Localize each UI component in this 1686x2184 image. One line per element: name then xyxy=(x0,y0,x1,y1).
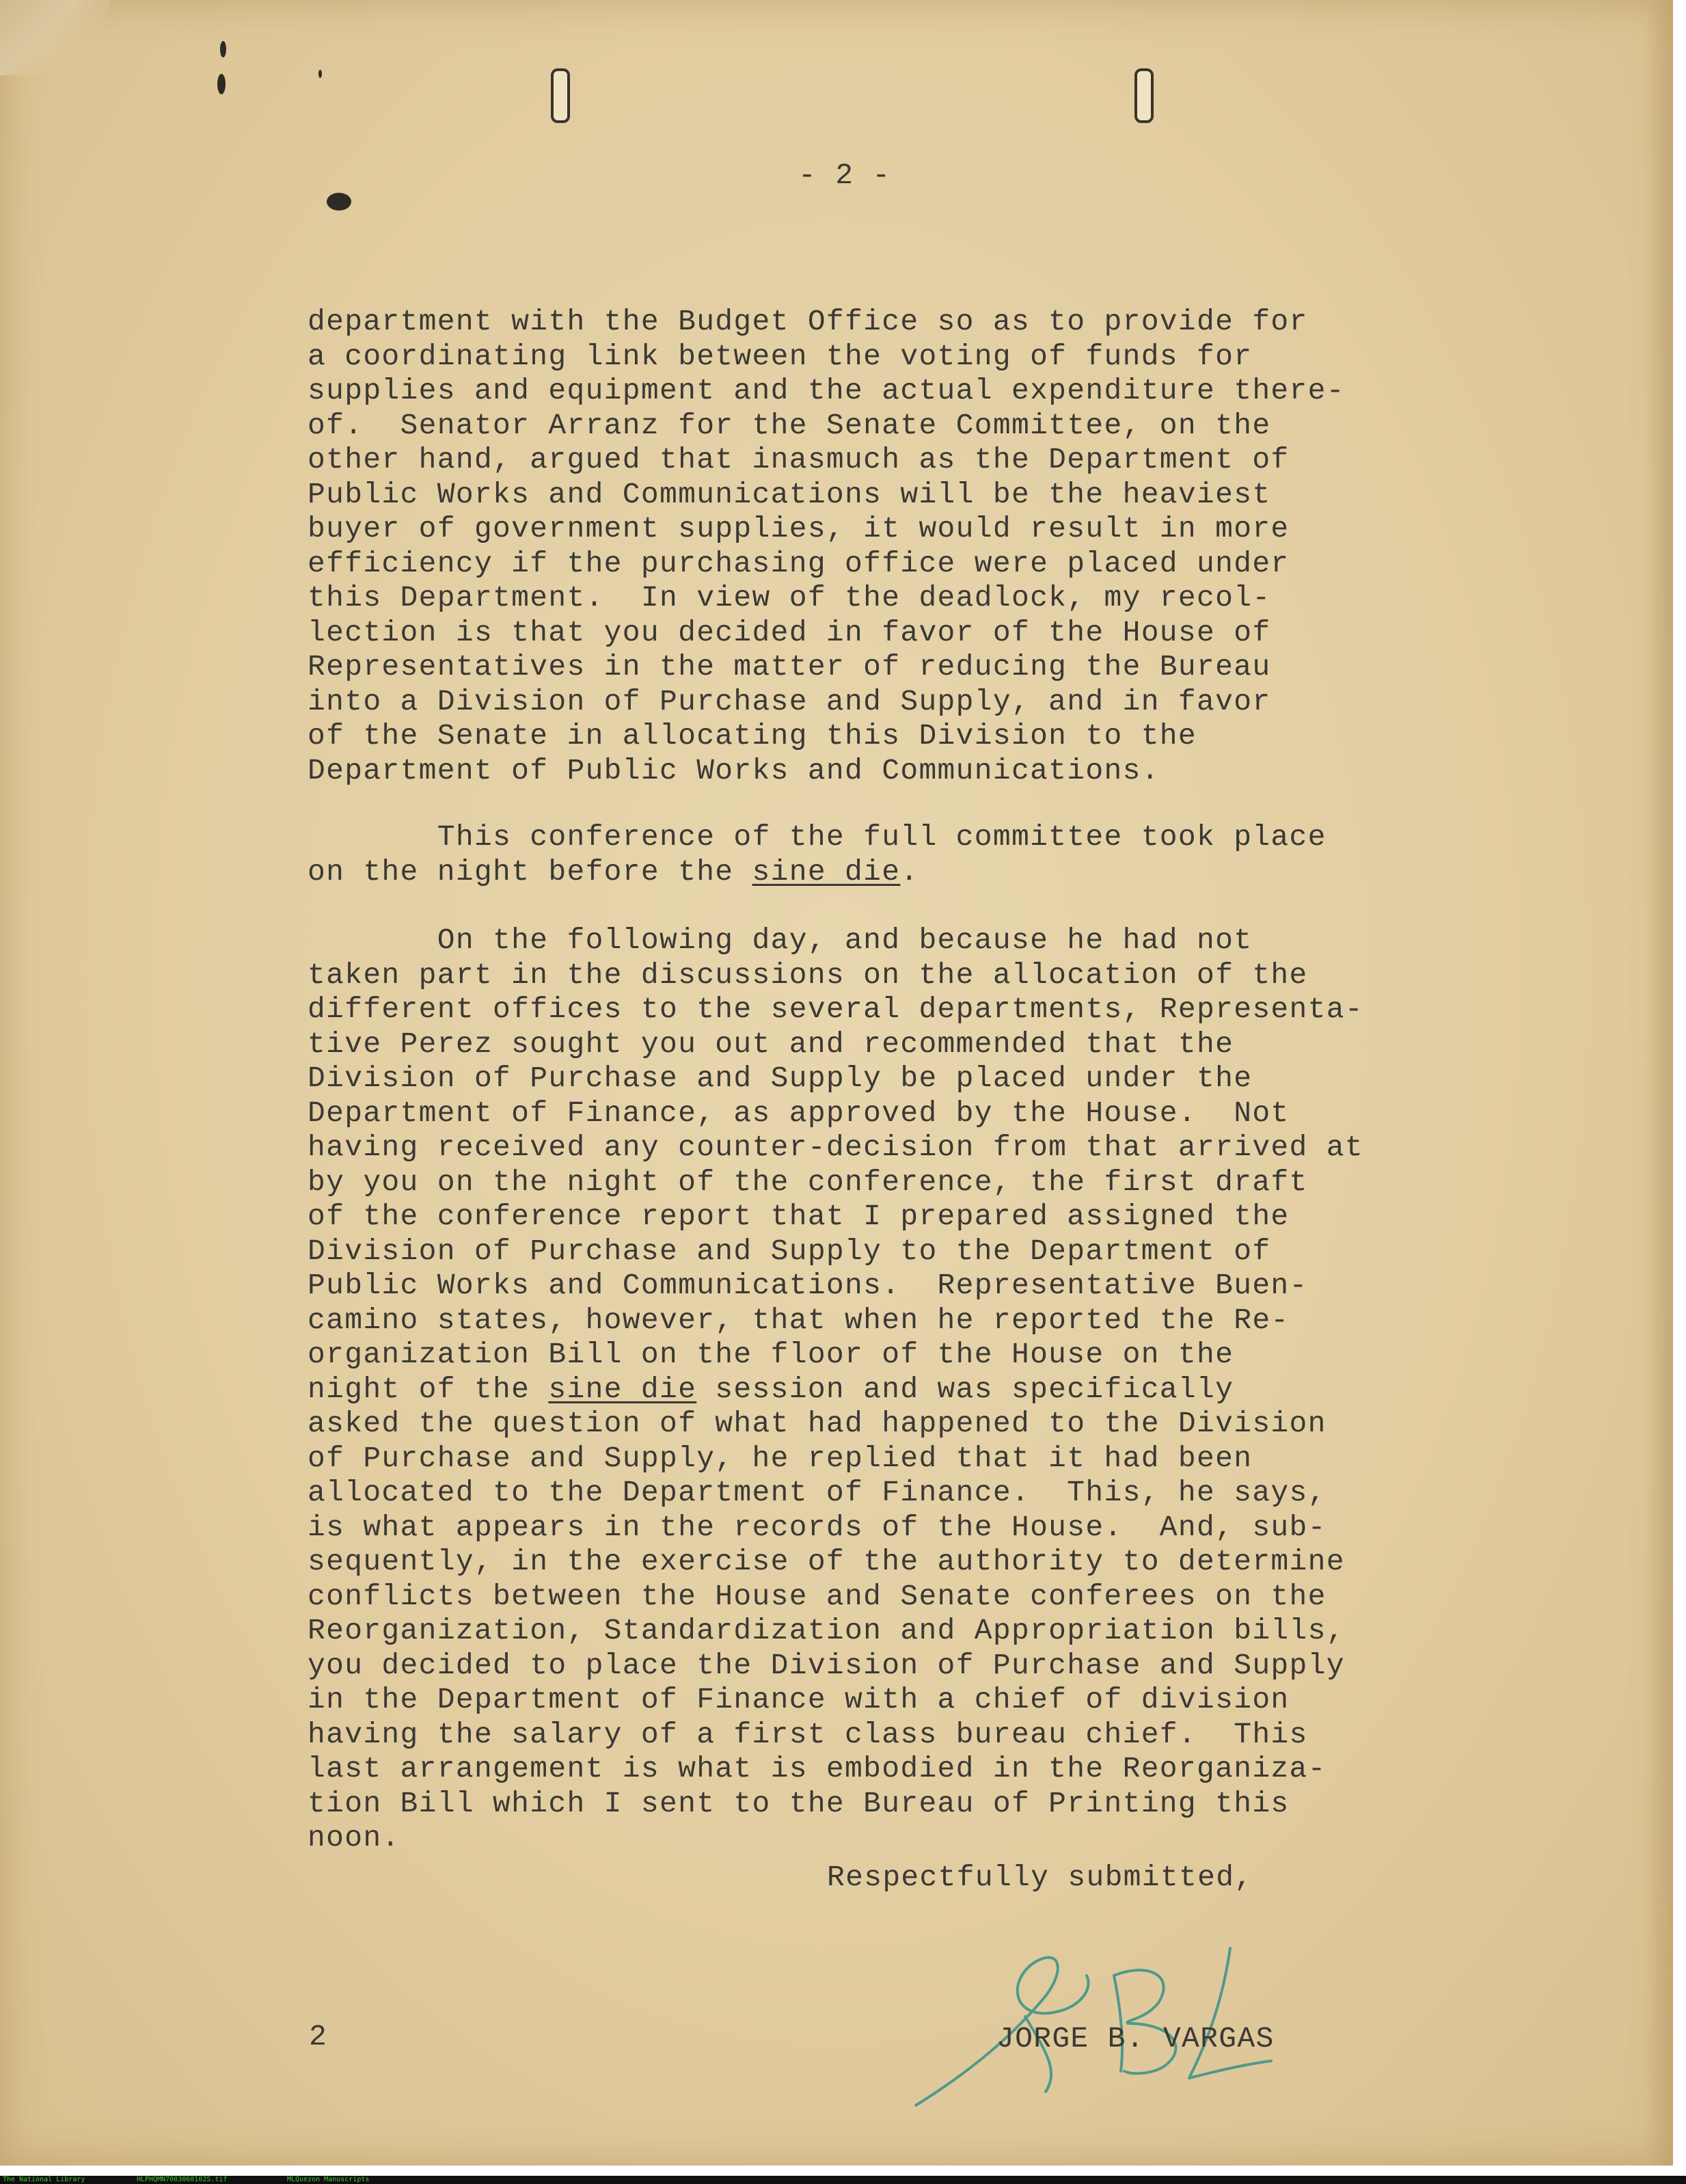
text-line xyxy=(308,855,1327,890)
text-line xyxy=(308,1131,1363,1165)
text-line xyxy=(308,958,1363,993)
text-line xyxy=(308,1269,1363,1304)
text-line xyxy=(308,1338,1363,1373)
text-segment: is what appears in the records of the House. And, sub- xyxy=(308,1510,1327,1544)
text-segment: in the Department of Finance with a chief of division xyxy=(308,1683,1290,1716)
text-segment: lection is that you decided in favor of the House of xyxy=(308,615,1271,649)
text-line xyxy=(308,1235,1363,1269)
text-segment: you decided to place the Division of Purchase and Supply xyxy=(308,1648,1345,1682)
text-line xyxy=(308,820,1327,855)
text-segment: asked the question of what had happened to the Division xyxy=(308,1407,1327,1440)
footer-collection: MLQuezon Manuscripts xyxy=(287,2176,370,2183)
text-line xyxy=(308,1545,1363,1580)
text-line xyxy=(308,924,1363,958)
footer-library: The National Library xyxy=(3,2176,85,2183)
text-segment: buyer of government supplies, it would result in more xyxy=(308,512,1290,545)
text-line xyxy=(308,754,1345,789)
text-line xyxy=(308,1649,1363,1684)
ink-speck xyxy=(318,70,322,78)
text-segment: different offices to the several departments, Representa- xyxy=(308,993,1363,1026)
signer-name: JORGE B. VARGAS xyxy=(996,2022,1275,2055)
text-line xyxy=(308,1200,1363,1235)
text-segment: taken part in the discussions on the allocation of the xyxy=(308,958,1308,992)
text-line xyxy=(308,1821,1363,1856)
text-segment: by you on the night of the conference, the first draft xyxy=(308,1165,1308,1199)
text-segment: having received any counter-decision from that arrived at xyxy=(308,1131,1363,1164)
text-line xyxy=(308,1027,1363,1062)
text-segment: Public Works and Communications will be the heaviest xyxy=(308,477,1271,511)
text-segment: Division of Purchase and Supply to the Department of xyxy=(308,1234,1271,1268)
text-line xyxy=(308,1407,1363,1442)
text-segment: of Purchase and Supply, he replied that it had been xyxy=(308,1441,1253,1475)
body-paragraph xyxy=(308,820,1327,889)
text-line xyxy=(308,1373,1363,1407)
text-line xyxy=(308,1614,1363,1649)
text-segment: Department of Finance, as approved by the House. Not xyxy=(308,1096,1290,1130)
text-segment: having the salary of a first class bureau chief. This xyxy=(308,1717,1308,1751)
text-segment: Public Works and Communications. Representative Buen- xyxy=(308,1269,1308,1302)
text-segment: session and was specifically xyxy=(696,1372,1234,1406)
text-segment: tive Perez sought you out and recommended that the xyxy=(308,1027,1234,1061)
text-line xyxy=(308,305,1345,340)
text-segment: department with the Budget Office so as to provide for xyxy=(308,305,1308,338)
text-line xyxy=(308,1752,1363,1787)
text-segment: into a Division of Purchase and Supply, and in favor xyxy=(308,684,1271,718)
text-segment: of. Senator Arranz for the Senate Committee, on the xyxy=(308,408,1271,442)
underlined-phrase: sine die xyxy=(752,854,901,889)
page-number: 2 xyxy=(309,2020,328,2053)
text-line xyxy=(308,409,1345,444)
text-segment: this Department. In view of the deadlock, my recol- xyxy=(308,581,1271,615)
text-line xyxy=(308,1683,1363,1718)
text-segment: allocated to the Department of Finance. This, he says, xyxy=(308,1476,1327,1509)
text-segment: supplies and equipment and the actual expenditure there- xyxy=(308,374,1345,407)
ink-speck xyxy=(220,41,226,57)
text-segment: tion Bill which I sent to the Bureau of Printing this xyxy=(308,1786,1290,1820)
underlined-phrase: sine die xyxy=(548,1372,697,1406)
ink-speck xyxy=(217,74,226,94)
text-line xyxy=(308,478,1345,513)
text-segment: Reorganization, Standardization and Appropriation bills, xyxy=(308,1614,1345,1647)
text-line xyxy=(308,650,1345,685)
text-line xyxy=(308,512,1345,547)
text-segment: sequently, in the exercise of the authority to determine xyxy=(308,1545,1345,1578)
staple-hole-right xyxy=(1134,68,1154,123)
text-line xyxy=(308,1580,1363,1615)
page-header: - 2 - xyxy=(798,159,891,192)
text-segment: on the night before the xyxy=(308,854,752,889)
text-line xyxy=(308,719,1345,754)
text-segment: Division of Purchase and Supply be placed under the xyxy=(308,1062,1253,1095)
text-line xyxy=(308,1476,1363,1511)
footer-file-id: HLPHQMN7003060102S.tif xyxy=(137,2176,228,2183)
text-line xyxy=(308,1511,1363,1546)
text-line xyxy=(308,374,1345,409)
text-segment: . xyxy=(900,854,919,889)
text-segment: a coordinating link between the voting of funds for xyxy=(308,339,1253,373)
text-line xyxy=(308,1718,1363,1753)
text-segment: noon. xyxy=(308,1821,400,1855)
ink-speck xyxy=(327,193,351,211)
text-line xyxy=(308,443,1345,478)
staple-hole-left xyxy=(551,68,570,123)
text-segment: conflicts between the House and Senate conferees on the xyxy=(308,1579,1327,1613)
text-line xyxy=(308,1165,1363,1200)
text-line xyxy=(308,547,1345,582)
text-segment: organization Bill on the floor of the House on the xyxy=(308,1338,1234,1371)
text-line xyxy=(308,1062,1363,1096)
text-segment: Representatives in the matter of reducing the Bureau xyxy=(308,650,1271,684)
text-segment: other hand, argued that inasmuch as the Department of xyxy=(308,443,1290,476)
text-segment: of the Senate in allocating this Division to the xyxy=(308,719,1197,753)
text-line xyxy=(308,616,1345,651)
text-segment: efficiency if the purchasing office were placed under xyxy=(308,546,1290,580)
text-line xyxy=(308,1304,1363,1338)
scan-footer-bar xyxy=(0,2176,1686,2184)
text-segment: Department of Public Works and Communications. xyxy=(308,753,1160,787)
text-segment: This conference of the full committee took place xyxy=(308,820,1327,854)
text-line xyxy=(308,581,1345,616)
text-line xyxy=(308,1787,1363,1822)
text-segment: night of the xyxy=(308,1372,549,1406)
torn-corner xyxy=(0,0,109,75)
paper-edge xyxy=(1646,0,1673,2166)
closing-salutation: Respectfully submitted, xyxy=(827,1861,1253,1894)
text-line xyxy=(308,1442,1363,1477)
text-segment: last arrangement is what is embodied in the Reorganiza- xyxy=(308,1752,1327,1785)
text-segment: On the following day, and because he had not xyxy=(308,924,1253,957)
body-paragraph xyxy=(308,924,1363,1856)
text-line xyxy=(308,685,1345,720)
body-paragraph xyxy=(308,305,1345,788)
text-line xyxy=(308,1096,1363,1131)
text-segment: of the conference report that I prepared assigned the xyxy=(308,1200,1290,1233)
text-line xyxy=(308,993,1363,1027)
text-segment: camino states, however, that when he reported the Re- xyxy=(308,1303,1290,1337)
text-line xyxy=(308,340,1345,375)
